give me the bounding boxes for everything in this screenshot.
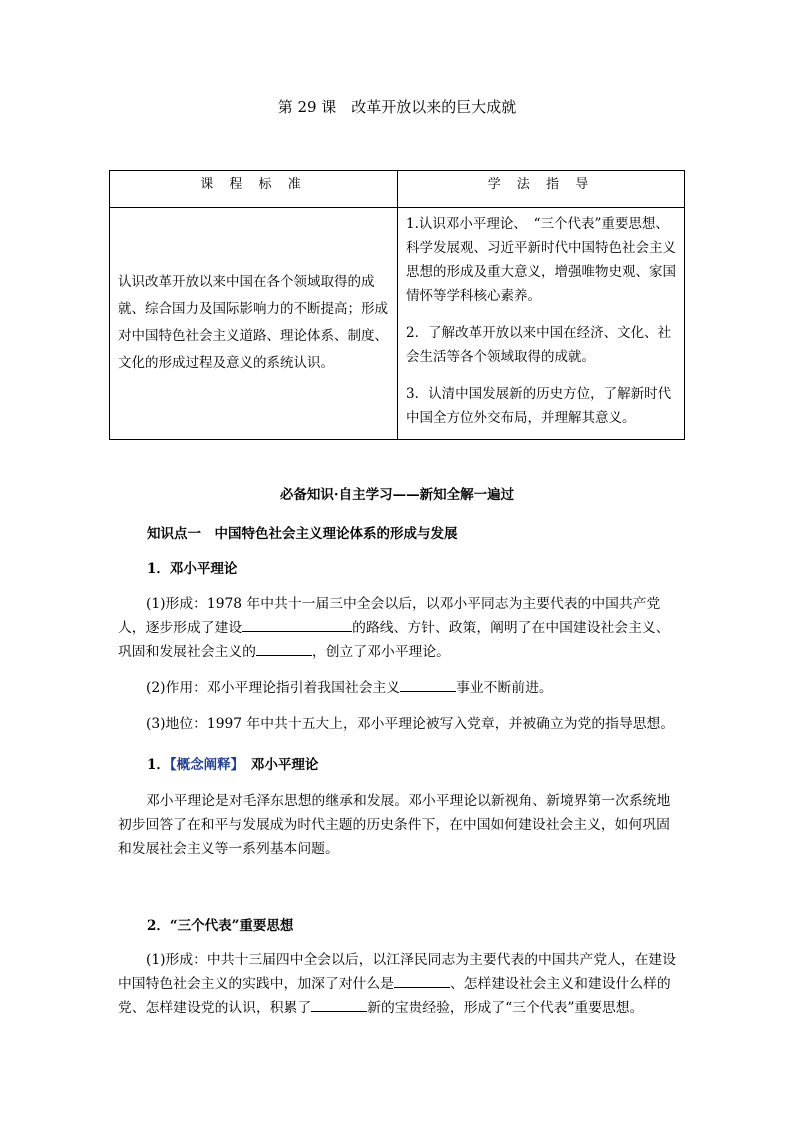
paragraph-text: 的路线、方针、政策，阐明了在中国建设社会主义、巩固和发展社会主义的	[118, 620, 670, 660]
knowledge-point-heading: 知识点一 中国特色社会主义理论体系的形成与发展	[147, 526, 458, 542]
fill-blank[interactable]	[242, 617, 352, 632]
paragraph-function	[118, 676, 683, 700]
fill-blank[interactable]	[400, 677, 456, 692]
fill-blank[interactable]	[311, 997, 367, 1012]
header-study-guidance: 学 法 指 导	[487, 177, 595, 192]
guidance-item: 2．了解改革开放以来中国在经济、文化、社会生活等各个领域取得的成就。	[406, 325, 672, 365]
concept-name: 邓小平理论	[237, 757, 319, 773]
paragraph-text: 新的宝贵经验，形成了“三个代表”重要思想。	[367, 1000, 644, 1016]
paragraph-text: (1)形成：1978 年中共十一届三中全会以后，以邓小平同志为主要代表的中国共产党人，逐步形成了建设	[118, 596, 661, 636]
fill-blank[interactable]	[256, 641, 312, 656]
paragraph-text: ，创立了邓小平理论。	[311, 644, 450, 660]
paragraph-text: (2)作用：邓小平理论指引着我国社会主义	[146, 680, 401, 696]
header-curriculum-standard: 课 程 标 准	[200, 177, 307, 192]
study-guidance-list	[406, 212, 680, 443]
concept-tag: 【概念阐释】	[169, 757, 238, 773]
paragraph-three-represents-formation	[118, 948, 683, 1020]
paragraph-status: (3)地位：1997 年中共十五大上，邓小平理论被写入党章，并被确立为党的指导思想。	[146, 716, 675, 732]
subheading-three-represents: 2．“三个代表”重要思想	[147, 918, 294, 934]
section-heading: 必备知识·自主学习——新知全解一遍过	[279, 487, 515, 503]
paragraph-text: 、怎样建设社会主义和建设什么样的党、怎样建设党的认识，积累了	[118, 976, 671, 1016]
paragraph-formation	[118, 592, 683, 664]
paragraph-text: 事业不断前进。	[456, 680, 553, 696]
page-title: 第 29 课 改革开放以来的巨大成就	[277, 98, 517, 116]
curriculum-standard-text: 认识改革开放以来中国在各个领域取得的成就、综合国力及国际影响力的不断提高；形成对中国特色社会主义道路、理论体系、制度、文化的形成过程及意义的系统认识。	[118, 274, 388, 371]
paragraph-text: (1)形成：中共十三届四中全会以后，以江泽民同志为主要代表的中国共产党人，在建设中国特色社会主义的实践中，加深了对什么是	[118, 952, 677, 992]
guidance-item: 1.认识邓小平理论、 “三个代表”重要思想、科学发展观、习近平新时代中国特色社会主义思想的形成及重大意义，增强唯物史观、家国情怀等学科核心素养。	[406, 216, 676, 304]
concept-number: 1．	[147, 757, 170, 773]
subheading-deng-theory: 1．邓小平理论	[147, 561, 238, 577]
fill-blank[interactable]	[394, 973, 450, 988]
column-divider	[397, 171, 398, 439]
concept-heading	[147, 753, 318, 773]
concept-explanation: 邓小平理论是对毛泽东思想的继承和发展。邓小平理论以新视角、新境界第一次系统地初步回答了在和平与发展成为时代主题的历史条件下，在中国如何建设社会主义，如何巩固和发展社会主义等一系列基本问题。	[118, 793, 671, 857]
guidance-item: 3．认清中国发展新的历史方位，了解新时代中国全方位外交布局，并理解其意义。	[406, 386, 672, 426]
standards-table	[109, 170, 685, 440]
